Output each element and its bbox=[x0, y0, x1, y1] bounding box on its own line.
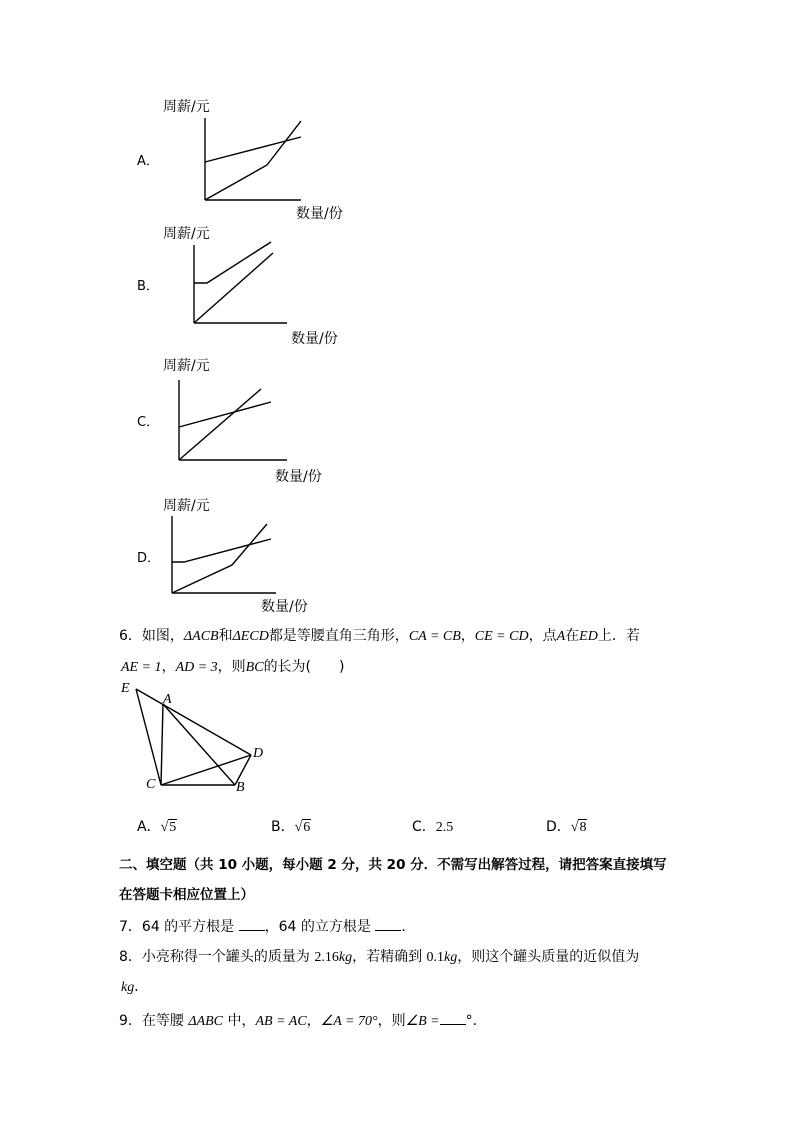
graph-d-line-2 bbox=[172, 524, 267, 593]
q9-tri: ΔABC bbox=[188, 1014, 224, 1029]
graph-a-line-2 bbox=[205, 121, 301, 200]
q6-number: 6． bbox=[119, 628, 142, 644]
q8-text-a: 8．小亮称得一个罐头的质量为 bbox=[119, 949, 315, 965]
q9-eq1: AB = AC bbox=[255, 1014, 307, 1029]
triangle-figure bbox=[136, 689, 251, 785]
question-8-line2 bbox=[121, 976, 148, 996]
option-b-label: B． bbox=[137, 279, 159, 294]
q6-text-3: ，点 bbox=[528, 628, 557, 644]
q6-text-6: ，则 bbox=[217, 659, 246, 675]
q9-comma1: ， bbox=[306, 1013, 321, 1029]
q6-text-5: 上．若 bbox=[597, 628, 640, 644]
q8-precision: 0.1 bbox=[426, 950, 445, 965]
q6-text-1: 如图， bbox=[141, 628, 184, 644]
q6-option-c bbox=[412, 816, 453, 836]
radicand: 8 bbox=[579, 820, 587, 835]
q6-seg-ed: ED bbox=[579, 629, 598, 644]
q6-and: 和 bbox=[218, 628, 233, 644]
q9-eq3: ∠B = bbox=[405, 1014, 440, 1029]
q8-line2-end: ． bbox=[134, 979, 149, 995]
answer-blank[interactable] bbox=[239, 918, 265, 931]
q9-text-d: °． bbox=[465, 1013, 487, 1029]
graph-b-line-1 bbox=[194, 242, 271, 283]
q6-option-b bbox=[271, 816, 311, 836]
q8-mass: 2.16 bbox=[314, 950, 339, 965]
option-value: 2.5 bbox=[435, 820, 454, 835]
q6-option-a bbox=[137, 816, 177, 836]
y-axis-label: 周薪/元 bbox=[163, 358, 210, 374]
radicand: 6 bbox=[303, 820, 311, 835]
question-7 bbox=[119, 916, 415, 936]
option-d-label: D． bbox=[137, 551, 161, 566]
q6-text-4: 在 bbox=[565, 628, 580, 644]
q8-text-c: ，则这个罐头质量的近似值为 bbox=[457, 949, 640, 965]
q6-text-2: 都是等腰直角三角形， bbox=[268, 628, 409, 644]
q8-text-b: ，若精确到 bbox=[352, 949, 427, 965]
graph-b-line-2 bbox=[194, 253, 273, 323]
option-label: D． bbox=[546, 819, 571, 835]
x-axis-label: 数量/份 bbox=[275, 469, 322, 485]
y-axis-label: 周薪/元 bbox=[163, 498, 210, 514]
q6-eq4: AD = 3 bbox=[175, 660, 218, 675]
q6-comma1: ， bbox=[460, 628, 475, 644]
q7-text-b: ，64 的立方根是 bbox=[264, 919, 376, 935]
y-axis-label: 周薪/元 bbox=[163, 99, 210, 115]
segment-ed bbox=[136, 689, 251, 755]
option-label: A． bbox=[137, 819, 161, 835]
option-label: C． bbox=[412, 819, 436, 835]
q9-eq2: ∠A = 70° bbox=[320, 1014, 378, 1029]
y-axis-label: 周薪/元 bbox=[163, 226, 210, 242]
graph-d-line-1 bbox=[172, 539, 271, 562]
sqrt-icon: √ bbox=[160, 820, 169, 835]
point-c-label: C bbox=[146, 777, 156, 792]
x-axis-label: 数量/份 bbox=[291, 331, 338, 347]
point-b-label: B bbox=[236, 780, 245, 795]
graph-c-line-2 bbox=[179, 389, 261, 460]
q6-text-7: 的长为( ) bbox=[263, 659, 345, 675]
question-6 bbox=[119, 625, 640, 645]
option-a-label: A． bbox=[137, 154, 159, 169]
answer-blank[interactable] bbox=[440, 1012, 466, 1025]
segment-ca bbox=[161, 704, 163, 785]
q8-line2-unit: kg bbox=[121, 980, 135, 995]
q6-tri1: ΔACB bbox=[183, 629, 219, 644]
question-8 bbox=[119, 946, 639, 966]
q6-tri2: ΔECD bbox=[232, 629, 269, 644]
q6-eq1: CA = CB bbox=[408, 629, 461, 644]
graph-c-line-1 bbox=[179, 402, 271, 427]
sqrt-icon: √ bbox=[570, 820, 579, 835]
q6-eq2: CE = CD bbox=[474, 629, 529, 644]
section-2-heading: 二、填空题（共 10 小题，每小题 2 分，共 20 分．不需写出解答过程，请把答案直接填写 bbox=[119, 857, 667, 873]
x-axis-label: 数量/份 bbox=[261, 599, 308, 615]
x-axis-label: 数量/份 bbox=[296, 206, 343, 222]
question-9 bbox=[119, 1010, 487, 1030]
q8-unit-2: kg bbox=[444, 950, 458, 965]
option-c-label: C． bbox=[137, 415, 160, 430]
q9-text-a: 9．在等腰 bbox=[119, 1013, 189, 1029]
q6-option-d bbox=[546, 816, 587, 836]
option-label: B． bbox=[271, 819, 295, 835]
question-6-line2 bbox=[121, 656, 345, 676]
q9-text-c: ，则 bbox=[377, 1013, 406, 1029]
q6-point-a: A bbox=[556, 629, 566, 644]
q8-unit: kg bbox=[338, 950, 353, 965]
q6-seg-bc: BC bbox=[245, 660, 264, 675]
segment-ec bbox=[136, 689, 161, 785]
point-d-label: D bbox=[253, 746, 264, 761]
point-e-label: E bbox=[121, 681, 130, 696]
radicand: 5 bbox=[169, 820, 177, 835]
q7-text-a: 7．64 的平方根是 bbox=[119, 919, 239, 935]
q9-text-b: 中， bbox=[223, 1013, 256, 1029]
q7-text-c: ． bbox=[401, 919, 416, 935]
answer-blank[interactable] bbox=[375, 918, 401, 931]
point-a-label: A bbox=[163, 692, 172, 707]
q6-comma2: ， bbox=[161, 659, 176, 675]
section-2-heading-line2: 在答题卡相应位置上） bbox=[119, 887, 254, 903]
q6-eq3: AE = 1 bbox=[121, 660, 162, 675]
sqrt-icon: √ bbox=[294, 820, 303, 835]
